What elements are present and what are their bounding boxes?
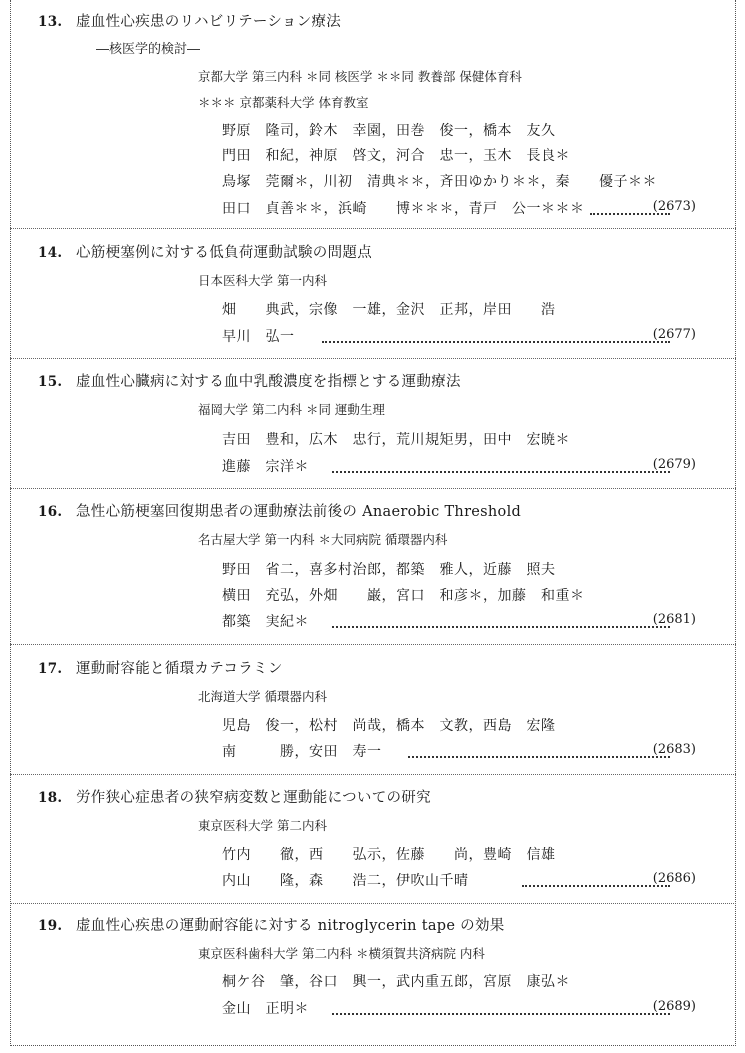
separator	[10, 358, 736, 359]
entry-title-text: 虚血性心疾患のリハビリテーション療法	[76, 14, 342, 30]
author-line: 竹内 徹，西 弘示，佐藤 尚，豊崎 信雄	[222, 847, 556, 863]
entry-title	[38, 500, 521, 521]
entry-title-text: 心筋梗塞例に対する低負荷運動試験の問題点	[76, 245, 372, 261]
page-number: (2681)	[652, 612, 696, 627]
author-line: 鳥塚 莞爾＊，川初 清典＊＊，斉田ゆかり＊＊，秦 優子＊＊	[222, 174, 657, 190]
page-number: (2686)	[652, 871, 696, 886]
entry-title-text: 労作狭心症患者の狭窄病変数と運動能についての研究	[76, 790, 431, 806]
entry-subtitle: ―核医学的検討―	[96, 42, 201, 57]
dot-leader	[332, 1013, 670, 1015]
entry-title	[38, 657, 283, 678]
author-line: 都築 実紀＊	[222, 614, 309, 630]
author-line: 田口 貞善＊＊，浜崎 博＊＊＊，青戸 公一＊＊＊	[222, 201, 585, 217]
affiliation-line: 名古屋大学 第一内科 ＊大同病院 循環器内科	[198, 532, 448, 547]
affiliation-line: 日本医科大学 第一内科	[198, 273, 327, 288]
entry-title	[38, 914, 505, 935]
entry-number: 18.	[38, 790, 63, 806]
author-line: 進藤 宗洋＊	[222, 459, 309, 475]
entry-number: 19.	[38, 918, 63, 934]
entry-number: 17.	[38, 661, 63, 677]
separator	[10, 228, 736, 229]
author-line: 桐ケ谷 肇，谷口 興一，武内重五郎，宮原 康弘＊	[222, 974, 570, 990]
affiliation-line: 東京医科歯科大学 第二内科 ＊横須賀共済病院 内科	[198, 946, 485, 961]
page-number: (2679)	[652, 457, 696, 472]
separator	[10, 774, 736, 775]
author-line: 金山 正明＊	[222, 1001, 309, 1017]
author-line: 内山 隆，森 浩二，伊吹山千晴	[222, 873, 469, 889]
author-line: 畑 典武，宗像 一雄，金沢 正邦，岸田 浩	[222, 302, 556, 318]
entry-title	[38, 241, 372, 262]
page-number: (2673)	[652, 199, 696, 214]
entry-title-text: 急性心筋梗塞回復期患者の運動療法前後の Anaerobic Threshold	[76, 504, 522, 520]
entry-title-text: 運動耐容能と循環カテコラミン	[76, 661, 283, 677]
author-line: 吉田 豊和，広木 忠行，荒川規矩男，田中 宏暁＊	[222, 432, 570, 448]
entry-title	[38, 10, 341, 31]
affiliation-line: 福岡大学 第二内科 ＊同 運動生理	[198, 402, 385, 417]
affiliation-line: ＊＊＊ 京都薬科大学 体育教室	[198, 95, 369, 110]
entry-number: 16.	[38, 504, 63, 520]
page-number: (2689)	[652, 999, 696, 1014]
author-line: 門田 和紀，神原 啓文，河合 忠一，玉木 長良＊	[222, 148, 570, 164]
dot-leader	[332, 471, 670, 473]
page-number: (2683)	[652, 742, 696, 757]
entry-number: 15.	[38, 374, 63, 390]
author-line: 南 勝，安田 寿一	[222, 744, 382, 760]
entry-number: 14.	[38, 245, 63, 261]
dot-leader	[322, 341, 670, 343]
author-line: 横田 充弘，外畑 巌，宮口 和彦＊，加藤 和重＊	[222, 588, 585, 604]
separator	[10, 488, 736, 489]
entry-title	[38, 786, 431, 807]
author-line: 児島 俊一，松村 尚哉，橋本 文教，西島 宏隆	[222, 718, 556, 734]
entry-title-text: 虚血性心疾患の運動耐容能に対する nitroglycerin tape の効果	[76, 918, 505, 934]
affiliation-line: 北海道大学 循環器内科	[198, 689, 327, 704]
author-line: 野原 隆司，鈴木 幸園，田巻 俊一，橋本 友久	[222, 123, 556, 139]
dot-leader	[522, 885, 670, 887]
author-line: 野田 省二，喜多村治郎，都築 雅人，近藤 照夫	[222, 562, 556, 578]
separator	[10, 903, 736, 904]
entry-title	[38, 370, 461, 391]
page-number: (2677)	[652, 327, 696, 342]
entry-title-text: 虚血性心臓病に対する血中乳酸濃度を指標とする運動療法	[76, 374, 461, 390]
dot-leader	[332, 626, 670, 628]
affiliation-line: 東京医科大学 第二内科	[198, 818, 327, 833]
entry-number: 13.	[38, 14, 63, 30]
author-line: 早川 弘一	[222, 329, 295, 345]
affiliation-line: 京都大学 第三内科 ＊同 核医学 ＊＊同 教養部 保健体育科	[198, 69, 522, 84]
dot-leader	[408, 756, 670, 758]
separator	[10, 644, 736, 645]
